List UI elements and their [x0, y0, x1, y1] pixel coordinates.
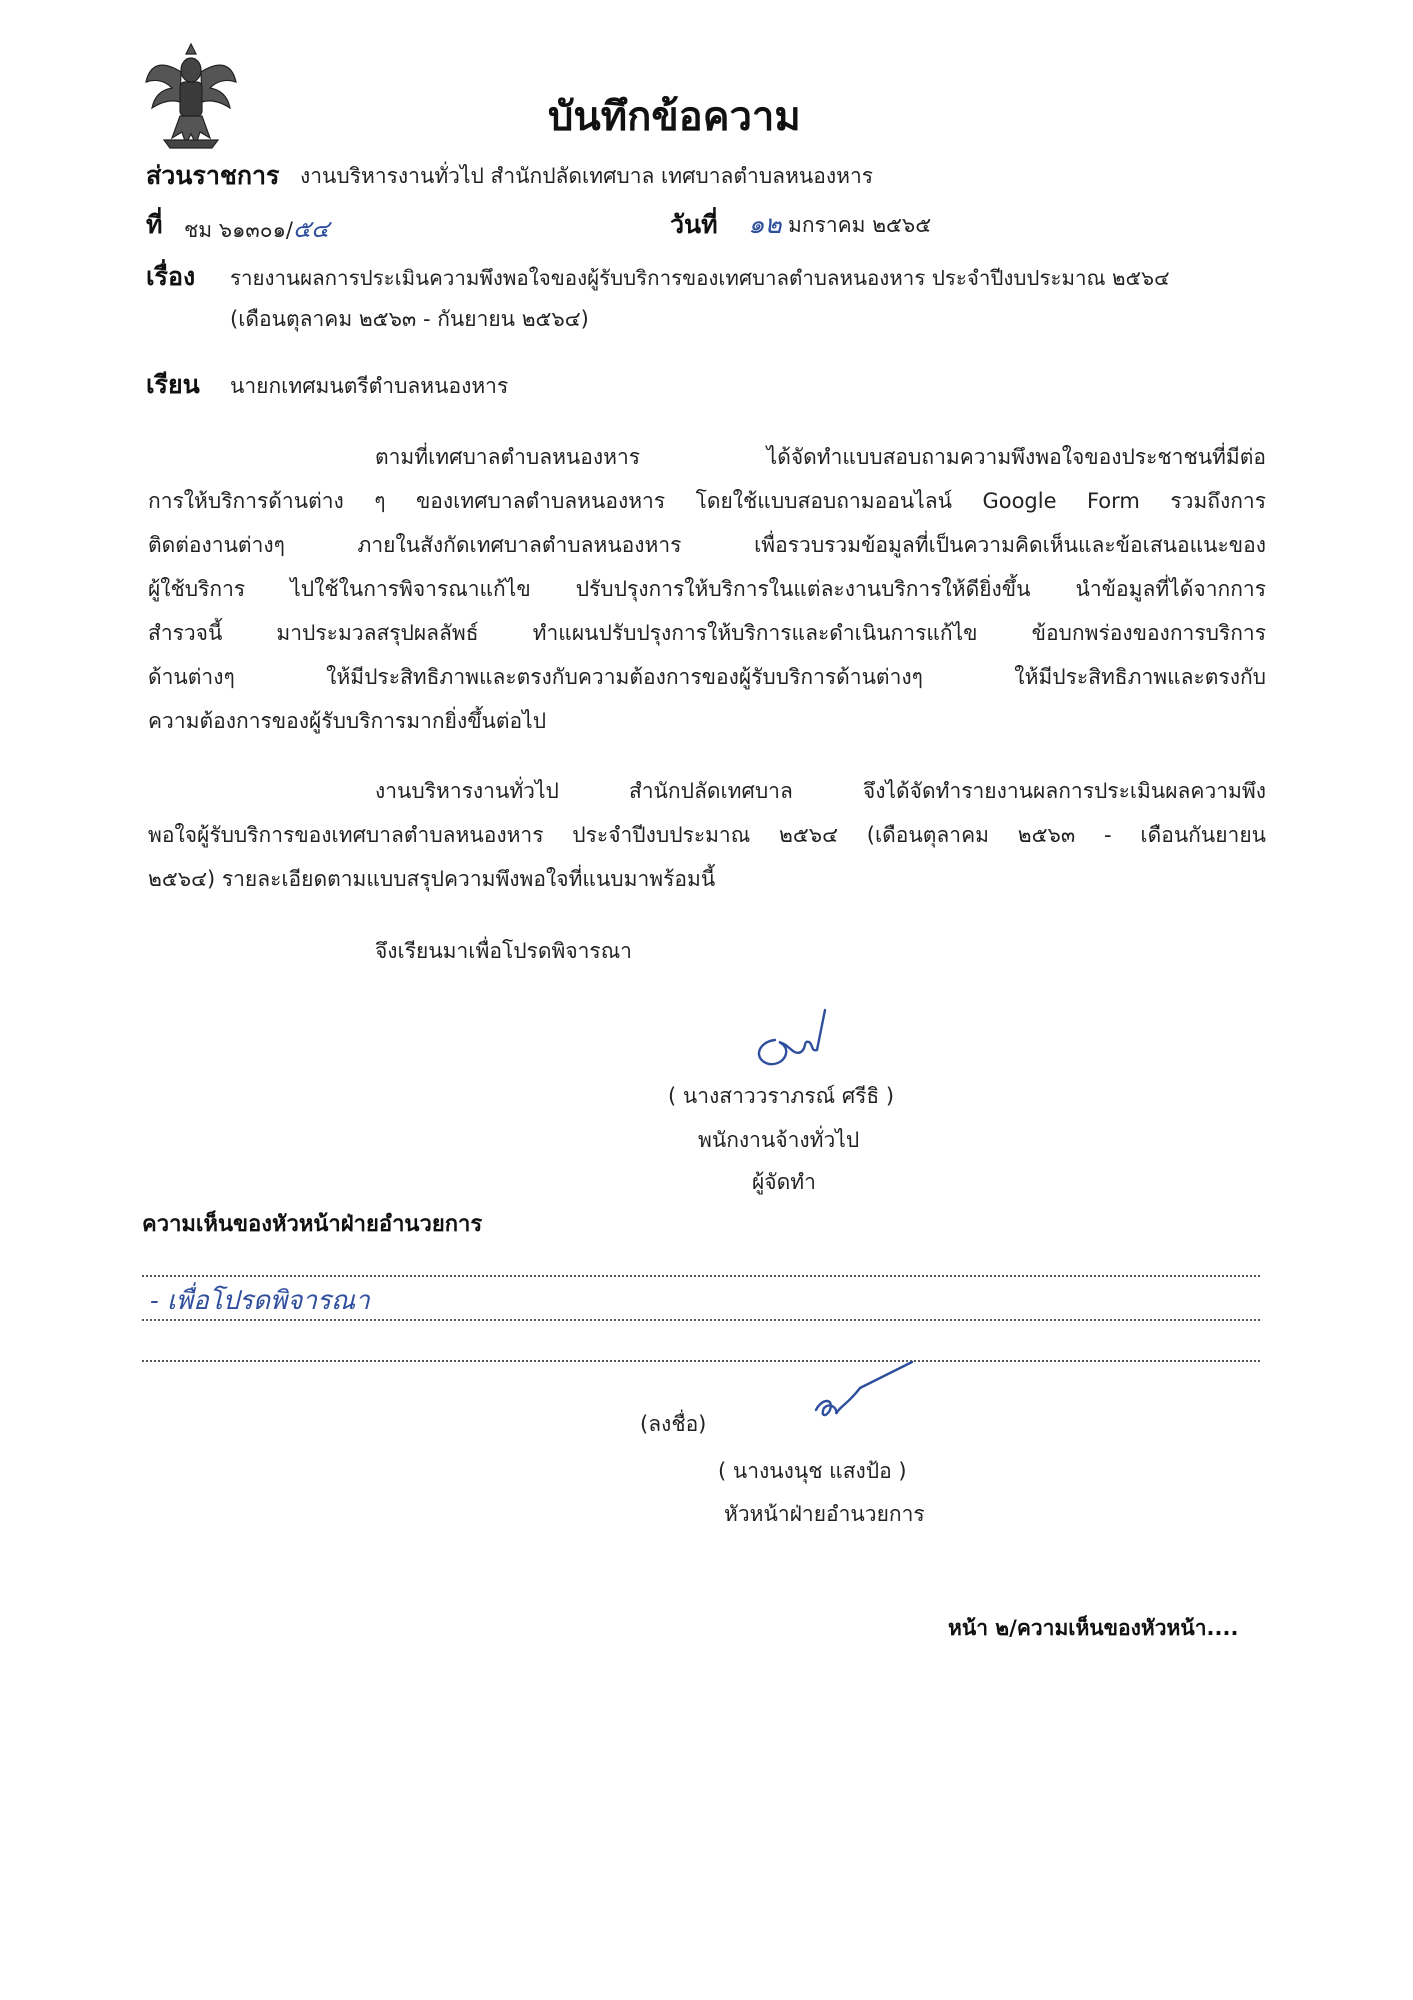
ref-value	[184, 209, 329, 248]
comment-dotted-line	[142, 1275, 1260, 1277]
signature-mark-icon	[800, 1358, 920, 1428]
date-handwritten: ๑๒	[748, 210, 782, 240]
signer-name: ( นางสาววราภรณ์ ศรีธิ )	[668, 1084, 895, 1108]
comment-handwritten: - เพื่อโปรดพิจารณา	[150, 1286, 370, 1316]
paragraph-2-line: ๒๕๖๔) รายละเอียดตามแบบสรุปความพึงพอใจที่แนบมาพร้อมนี้	[148, 867, 716, 891]
paragraph-1-line: ติดต่องานต่างๆ ภายในสังกัดเทศบาลตำบลหนองหาร เพื่อรวบรวมข้อมูลที่เป็นความคิดเห็นและข้อเสนอแนะของ	[148, 533, 1266, 557]
agency-label: ส่วนราชการ	[146, 161, 280, 190]
comment-dotted-line	[142, 1319, 1260, 1321]
paragraph-1-line: ความต้องการของผู้รับบริการมากยิ่งขึ้นต่อไป	[148, 709, 547, 733]
signer-role: ผู้จัดทำ	[752, 1170, 816, 1194]
date-value: มกราคม ๒๕๖๕	[788, 213, 932, 237]
subject-line-2: (เดือนตุลาคม ๒๕๖๓ - กันยายน ๒๕๖๔)	[230, 307, 589, 331]
signer-position: พนักงานจ้างทั่วไป	[698, 1128, 860, 1152]
head-position: หัวหน้าฝ่ายอำนวยการ	[724, 1502, 925, 1526]
to-value: นายกเทศมนตรีตำบลหนองหาร	[230, 374, 509, 398]
date-label: วันที่	[670, 210, 718, 239]
comment-heading: ความเห็นของหัวหน้าฝ่ายอำนวยการ	[142, 1212, 483, 1237]
paragraph-2-line: พอใจผู้รับบริการของเทศบาลตำบลหนองหาร ประจำปีงบประมาณ ๒๕๖๔ (เดือนตุลาคม ๒๕๖๓ - เดือนกันยายน	[148, 823, 1266, 847]
page-continuation: หน้า ๒/ความเห็นของหัวหน้า....	[948, 1616, 1239, 1640]
document-title: บันทึกข้อความ	[548, 94, 801, 140]
paragraph-1-line: ผู้ใช้บริการ ไปใช้ในการพิจารณาแก้ไข ปรับปรุงการให้บริการในแต่ละงานบริการให้ดียิ่งขึ้น นำข้อมูลที่ได้จากการ	[148, 577, 1266, 601]
paragraph-1-line: การให้บริการด้านต่าง ๆ ของเทศบาลตำบลหนองหาร โดยใช้แบบสอบถามออนไลน์ Google Form รวมถึงการ	[148, 489, 1266, 513]
agency-value: งานบริหารงานทั่วไป สำนักปลัดเทศบาล เทศบาลตำบลหนองหาร	[300, 164, 874, 188]
subject-label: เรื่อง	[146, 262, 196, 291]
paragraph-1-line: ด้านต่างๆ ให้มีประสิทธิภาพและตรงกับความต้องการของผู้รับบริการด้านต่างๆ ให้มีประสิทธิภาพและตรงกับ	[148, 665, 1266, 689]
sign-label: (ลงชื่อ)	[640, 1412, 707, 1436]
ref-number: ชม ๖๑๓๐๑/	[184, 218, 294, 242]
to-label: เรียน	[146, 370, 200, 399]
closing-text: จึงเรียนมาเพื่อโปรดพิจารณา	[375, 939, 632, 963]
signature-mark-icon	[745, 1004, 835, 1070]
comment-dotted-line	[142, 1360, 1260, 1362]
garuda-emblem-icon	[142, 42, 240, 150]
paragraph-2-line: งานบริหารงานทั่วไป สำนักปลัดเทศบาล จึงได้จัดทำรายงานผลการประเมินผลความพึง	[375, 779, 1266, 803]
ref-handwritten: ๕๔	[293, 215, 330, 243]
subject-line-1: รายงานผลการประเมินความพึงพอใจของผู้รับบริการของเทศบาลตำบลหนองหาร ประจำปีงบประมาณ ๒๕๖๔	[230, 266, 1170, 290]
paragraph-1-line: สำรวจนี้ มาประมวลสรุปผลลัพธ์ ทำแผนปรับปรุงการให้บริการและดำเนินการแก้ไข ข้อบกพร่องของการบริการ	[148, 621, 1266, 645]
paragraph-1-line: ตามที่เทศบาลตำบลหนองหาร ได้จัดทำแบบสอบถามความพึงพอใจของประชาชนที่มีต่อ	[375, 445, 1266, 469]
ref-label: ที่	[146, 210, 163, 239]
head-name: ( นางนงนุช แสงป้อ )	[718, 1459, 907, 1483]
